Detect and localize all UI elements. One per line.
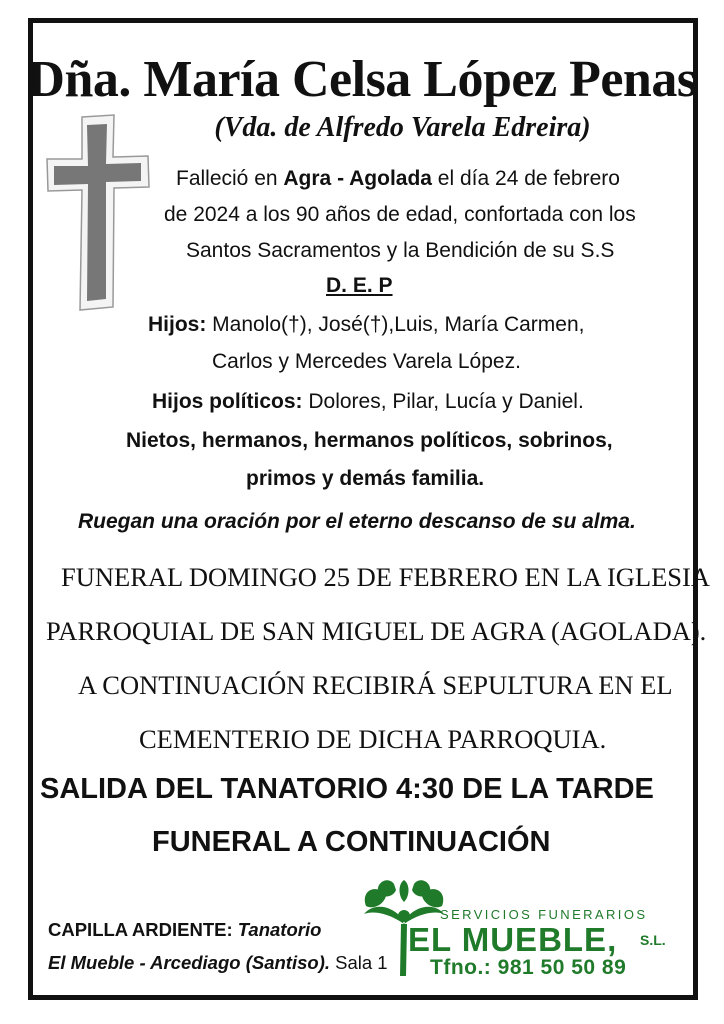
death-line-3: Santos Sacramentos y la Bendición de su S.S [186,239,615,262]
in-laws-line: Hijos políticos: Dolores, Pilar, Lucía y Daniel. [152,390,584,413]
in-laws-label: Hijos políticos: [152,390,303,413]
death-line-2: de 2024 a los 90 años de edad, confortada con los [164,203,636,226]
relatives-line-2: primos y demás familia. [246,467,485,490]
chapel-line-1: CAPILLA ARDIENTE: Tanatorio [48,919,322,940]
funeral-line-4: CEMENTERIO DE DICHA PARROQUIA. [139,724,607,754]
chapel-label: CAPILLA ARDIENTE: [48,919,233,940]
children-line-2: Carlos y Mercedes Varela López. [212,350,521,373]
cross-icon [44,111,152,311]
prayer-line: Ruegan una oración por el eterno descanso de su alma. [78,510,636,533]
departure-time: SALIDA DEL TANATORIO 4:30 DE LA TARDE [40,773,654,805]
brand-phone: Tfno.: 981 50 50 89 [430,956,627,979]
brand-name: EL MUEBLE, [408,921,618,958]
widow-of: (Vda. de Alfredo Varela Edreira) [214,112,591,143]
children-label: Hijos: [148,313,207,336]
funeral-line-1: FUNERAL DOMINGO 25 DE FEBRERO EN LA IGLESIA [61,562,710,592]
brand-suffix: S.L. [640,932,666,948]
children-line-1: Hijos: Manolo(†), José(†),Luis, María Carmen, [148,313,585,336]
funeral-line-3: A CONTINUACIÓN RECIBIRÁ SEPULTURA EN EL [78,670,673,700]
funeral-service: FUNERAL A CONTINUACIÓN [152,826,551,858]
death-place: Agra - Agolada [283,167,432,190]
deceased-name: Dña. María Celsa López Penas [27,51,697,108]
death-line-1: Falleció en Agra - Agolada el día 24 de febrero [176,167,620,190]
brand-subtitle: SERVICIOS FUNERARIOS [440,907,648,922]
relatives-line-1: Nietos, hermanos, hermanos políticos, sobrinos, [126,429,613,452]
chapel-line-2: El Mueble - Arcediago (Santiso). Sala 1 [48,952,388,973]
funeral-line-2: PARROQUIAL DE SAN MIGUEL DE AGRA (AGOLADA). [46,616,707,646]
dep-label: D. E. P [326,274,393,297]
